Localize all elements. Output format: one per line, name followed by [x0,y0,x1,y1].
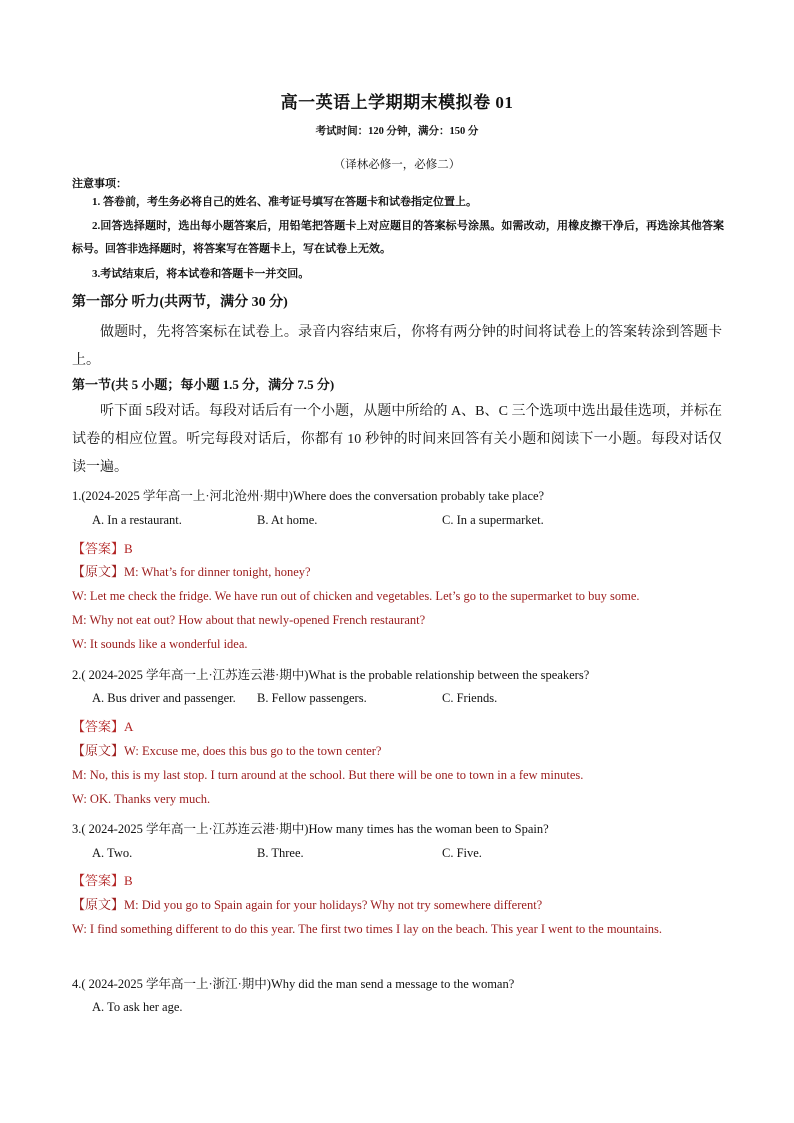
transcript-line: W: OK. Thanks very much. [72,792,211,806]
question-stem: 1.(2024-2025 学年高一上·河北沧州·期中)Where does the conversation probably take place? [72,489,545,503]
part-intro: 做题时，先将答案标在试卷上。录音内容结束后，你将有两分钟的时间将试卷上的答案转涂到答题卡上。 [72,325,722,368]
notice-item: 3.考试结束后，将本试卷和答题卡一并交回。 [92,268,310,280]
answer-label: 【答案】 [72,541,125,556]
question-stem: 2.( 2024-2025 学年高一上·江苏连云港·期中)What is the probable relationship between the speakers? [72,668,590,682]
option-a: A. To ask her age. [92,1000,183,1014]
transcript-line: M: What’s for dinner tonight, honey? [124,565,311,579]
option-a: A. Two. [92,846,133,860]
notice-item: 1. 答卷前，考生务必将自己的姓名、准考证号填写在答题卡和试卷指定位置上。 [92,196,477,208]
transcript-line: W: Excuse me, does this bus go to the town center? [124,744,382,758]
answer-line [72,716,133,735]
option-b: B. At home. [257,513,318,527]
answer-line [72,538,133,557]
transcript-line: M: Did you go to Spain again for your holidays? Why not try somewhere different? [124,898,543,912]
option-b: B. Three. [257,846,304,860]
transcript-line: W: Let me check the fridge. We have run out of chicken and vegetables. Let’s go to the supermarket to buy some. [72,589,640,603]
question-stem: 4.( 2024-2025 学年高一上·浙江·期中)Why did the man send a message to the woman? [72,977,515,991]
answer-value: A [124,719,134,734]
transcript-line: W: It sounds like a wonderful idea. [72,637,248,651]
transcript [72,560,724,656]
section-title: 第一节(共 5 小题；每小题 1.5 分，满分 7.5 分) [72,377,335,392]
option-a: A. Bus driver and passenger. [92,691,236,705]
section-intro: 听下面 5段对话。每段对话后有一个小题，从题中所给的 A、B、C 三个选项中选出最佳选项，并标在试卷的相应位置。听完每段对话后，你都有 10 秒钟的时间来回答有关小题和阅读下一小题。每段对话仅读一遍。 [72,404,722,475]
option-c: C. Five. [442,846,482,860]
option-c: C. Friends. [442,691,498,705]
notice-item: 2.回答选择题时，选出每小题答案后，用铅笔把答题卡上对应题目的答案标号涂黑。如需改动，用橡皮擦干净后，再选涂其他答案标号。回答非选择题时，将答案写在答题卡上，写在试卷上无效。 [72,220,724,255]
answer-label: 【答案】 [72,719,125,734]
answer-value: B [124,541,133,556]
transcript [72,893,724,941]
option-b: B. Fellow passengers. [257,691,367,705]
transcript-line: M: Why not eat out? How about that newly-opened French restaurant? [72,613,426,627]
option-c: C. In a supermarket. [442,513,544,527]
answer-line [72,870,133,889]
original-label: 【原文】 [72,564,125,579]
part-title: 第一部分 听力(共两节，满分 30 分) [72,295,288,310]
original-label: 【原文】 [72,743,125,758]
transcript-line: W: I find something different to do this year. The first two times I lay on the beach. This year I went to the mountains. [72,922,663,936]
exam-scope: （译林必修一，必修二） [333,159,461,171]
question-stem: 3.( 2024-2025 学年高一上·江苏连云港·期中)How many times has the woman been to Spain? [72,822,549,836]
transcript [72,739,724,811]
original-label: 【原文】 [72,897,125,912]
notice-heading: 注意事项： [72,178,127,190]
answer-value: B [124,873,133,888]
option-a: A. In a restaurant. [92,513,182,527]
page-title: 高一英语上学期期末模拟卷 01 [280,93,514,112]
exam-meta: 考试时间：120 分钟，满分：150 分 [315,126,479,137]
transcript-line: M: No, this is my last stop. I turn around at the school. But there will be one to town in a few minutes. [72,768,584,782]
answer-label: 【答案】 [72,873,125,888]
